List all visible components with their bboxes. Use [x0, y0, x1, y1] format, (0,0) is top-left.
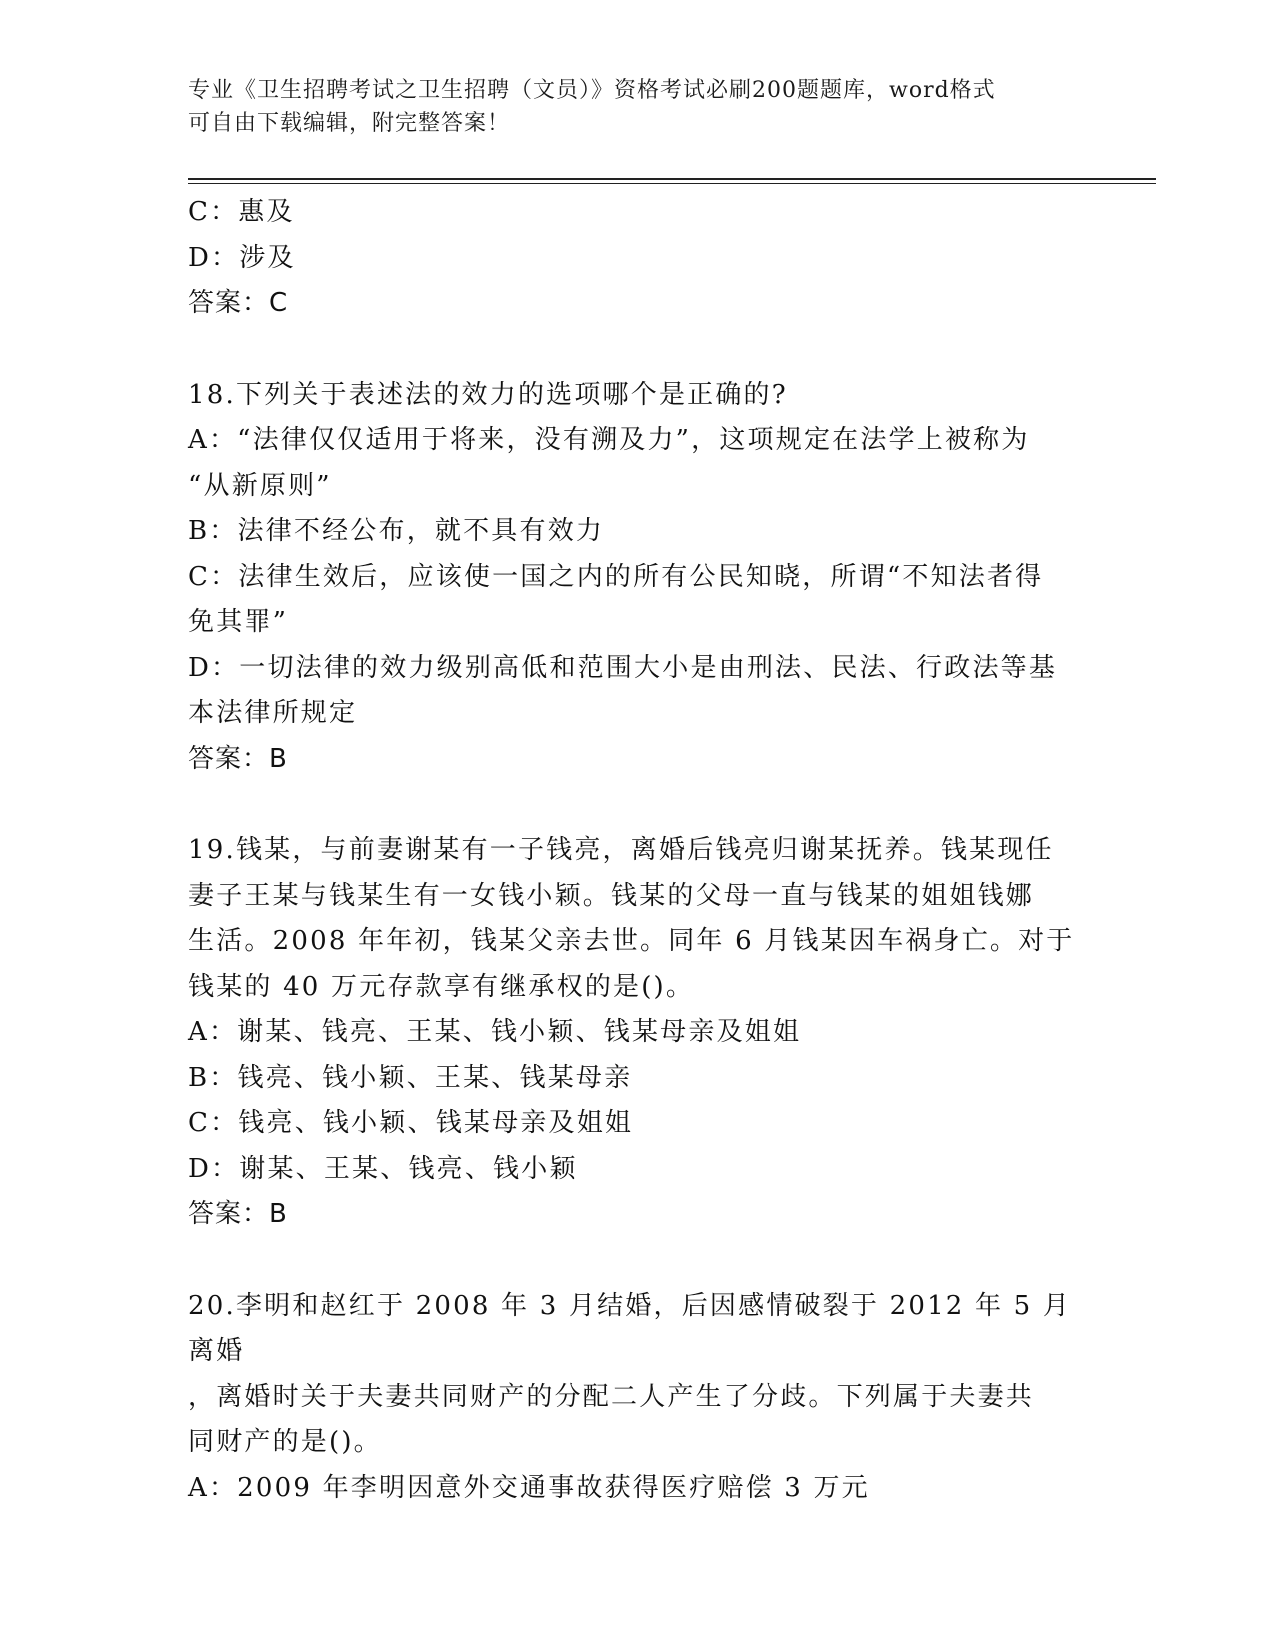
- answer: 答案：B: [188, 1199, 288, 1229]
- question-stem-continued: 钱某的 40 万元存款享有继承权的是()。: [188, 971, 695, 1002]
- header-rule-thin: [188, 183, 1156, 184]
- spacer: [188, 1238, 1078, 1284]
- question-19: [188, 828, 1078, 1238]
- option-d: D：谢某、王某、钱亮、钱小颖: [188, 1153, 578, 1184]
- option-a: A：“法律仅仅适用于将来，没有溯及力”，这项规定在法学上被称为: [188, 425, 1030, 455]
- option-a: A：2009 年李明因意外交通事故获得医疗赔偿 3 万元: [188, 1472, 870, 1503]
- option-c-continued: 免其罪”: [188, 607, 289, 637]
- question-stem-continued: ，离婚时关于夫妻共同财产的分配二人产生了分歧。下列属于夫妻共: [188, 1381, 1035, 1412]
- previous-question-tail: [188, 190, 1078, 327]
- option-d: D：一切法律的效力级别高低和范围大小是由刑法、民法、行政法等基: [188, 652, 1058, 683]
- header-line-2: 可自由下载编辑，附完整答案！: [188, 111, 511, 136]
- question-stem-continued: 生活。2008 年年初，钱某父亲去世。同年 6 月钱某因车祸身亡。对于: [188, 926, 1075, 956]
- question-18: [188, 373, 1078, 783]
- option-c: C：法律生效后，应该使一国之内的所有公民知晓，所谓“不知法者得: [188, 561, 1044, 592]
- option-c: C：钱亮、钱小颖、钱某母亲及姐姐: [188, 1108, 634, 1138]
- question-20: [188, 1284, 1078, 1512]
- header-rule-thick: [188, 178, 1156, 180]
- option-d: D：涉及: [188, 242, 296, 273]
- spacer: [188, 327, 1078, 373]
- document-header: [188, 74, 1088, 140]
- header-line-1: 专业《卫生招聘考试之卫生招聘（文员）》资格考试必刷200题题库，word格式: [188, 78, 996, 103]
- question-stem: 19.钱某，与前妻谢某有一子钱亮，离婚后钱亮归谢某抚养。钱某现任: [188, 835, 1054, 865]
- option-d-continued: 本法律所规定: [188, 698, 358, 728]
- option-a-continued: “从新原则”: [188, 470, 332, 501]
- question-stem: 20.李明和赵红于 2008 年 3 月结婚，后因感情破裂于 2012 年 5 月离婚: [188, 1290, 1072, 1366]
- option-b: B：钱亮、钱小颖、王某、钱某母亲: [188, 1062, 633, 1093]
- question-stem-continued: 妻子王某与钱某生有一女钱小颖。钱某的父母一直与钱某的姐姐钱娜: [188, 880, 1035, 911]
- question-stem-continued: 同财产的是()。: [188, 1427, 382, 1457]
- option-b: B：法律不经公布，就不具有效力: [188, 516, 605, 546]
- question-stem: 18.下列关于表述法的效力的选项哪个是正确的?: [188, 379, 788, 410]
- option-c: C：惠及: [188, 197, 295, 227]
- answer: 答案：B: [188, 743, 288, 774]
- option-a: A：谢某、钱亮、王某、钱小颖、钱某母亲及姐姐: [188, 1017, 802, 1047]
- spacer: [188, 782, 1078, 828]
- question-content: [188, 190, 1078, 1511]
- answer: 答案：C: [188, 288, 289, 318]
